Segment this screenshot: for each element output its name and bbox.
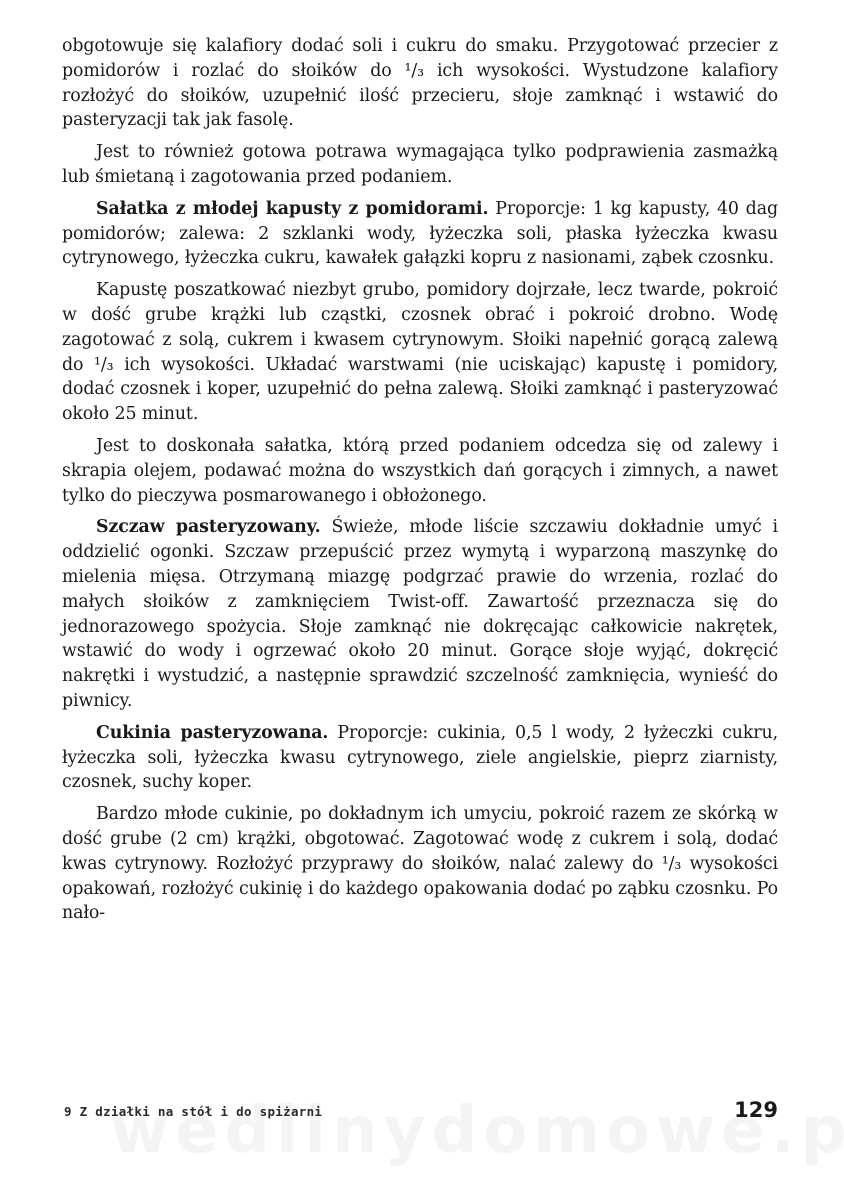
paragraph-text: Jest to również gotowa potrawa wymagająca tylko podprawienia zasmażką lub śmietaną i zagotowania przed podaniem.	[62, 142, 778, 187]
paragraph-cabbage-serving	[62, 434, 778, 508]
paragraph-text: Bardzo młode cukinie, po dokładnym ich umyciu, pokroić razem ze skórką w dość grube (2 cm) krążki, obgotować. Zagotować wodę z cukrem i solą, dodać kwas cytrynowy. Rozłożyć przyprawy do słoików, nalać zalewy do ¹/₃ wysokości opakowań, rozłożyć cukinię i do każdego opakowania dodać po ząbku czosnku. Po nało-	[62, 804, 778, 924]
page-number: 129	[734, 1098, 778, 1122]
page-footer	[62, 1098, 778, 1130]
paragraph-text: Proporcje: 1 kg kapusty, 40 dag pomidorów; zalewa: 2 szklanki wody, łyżeczka soli, płaska łyżeczka kwasu cytrynowego, łyżeczka cukru, kawałek gałązki kopru z nasionami, ząbek czosnku.	[62, 198, 779, 269]
footer-signature: 9 Z działki na stół i do spiżarni	[64, 1104, 323, 1119]
paragraph-text: Świeże, młode liście szczawiu dokładnie umyć i oddzielić ogonki. Szczaw przepuścić przez wymytą i wyparzoną maszynkę do mielenia mięsa. Otrzymaną miazgę podgrzać prawie do wrzenia, rozlać do małych słoików z zamknięciem Twist-off. Zawartość przeznacza się do jednorazowego spożycia. Słoje zamknąć nie dokręcając całkowicie nakrętek, wstawić do wody i ogrzewać około 20 minut. Gorące słoje wyjąć, dokręcić nakrętki i wystudzić, a następnie sprawdzić szczelność zamknięcia, wynieść do piwnicy.	[62, 517, 779, 711]
recipe-zucchini	[62, 721, 778, 795]
recipe-cabbage-salad	[62, 197, 778, 271]
paragraph-text: Jest to doskonała sałatka, którą przed podaniem odcedza się od zalewy i skrapia olejem, podawać można do wszystkich dań gorących i zimnych, a nawet tylko do pieczywa posmarowanego i obłożonego.	[62, 435, 778, 506]
page-body	[62, 34, 778, 933]
paragraph-text: obgotowuje się kalafiory dodać soli i cukru do smaku. Przygotować przecier z pomidorów i rozlać do słoików do ¹/₃ ich wysokości. Wystudzone kalafiory rozłożyć do słoików, uzupełnić ilość przecieru, słoje zamknąć i wstawić do pasteryzacji tak jak fasolę.	[62, 36, 778, 131]
paragraph-cauliflower-serving	[62, 140, 778, 190]
paragraph-cauliflower-end	[62, 34, 778, 133]
recipe-heading: Sałatka z młodej kapusty z pomidorami.	[96, 198, 489, 219]
recipe-heading: Szczaw pasteryzowany.	[96, 517, 321, 538]
recipe-heading: Cukinia pasteryzowana.	[96, 722, 329, 743]
recipe-sorrel	[62, 515, 778, 713]
paragraph-zucchini-method	[62, 802, 778, 926]
paragraph-text: Kapustę poszatkować niezbyt grubo, pomidory dojrzałe, lecz twarde, pokroić w dość grube krążki lub cząstki, czosnek obrać i pokroić drobno. Wodę zagotować z solą, cukrem i kwasem cytrynowym. Słoiki napełnić gorącą zalewą do ¹/₃ ich wysokości. Układać warstwami (nie uciskając) kapustę i pomidory, dodać czosnek i koper, uzupełnić do pełna zalewą. Słoiki zamknąć i pasteryzować około 25 minut.	[62, 280, 778, 425]
paragraph-text: Proporcje: cukinia, 0,5 l wody, 2 łyżeczki cukru, łyżeczka soli, łyżeczka kwasu cytrynowego, ziele angielskie, pieprz ziarnisty, czosnek, suchy koper.	[62, 722, 778, 793]
paragraph-cabbage-method	[62, 278, 778, 427]
